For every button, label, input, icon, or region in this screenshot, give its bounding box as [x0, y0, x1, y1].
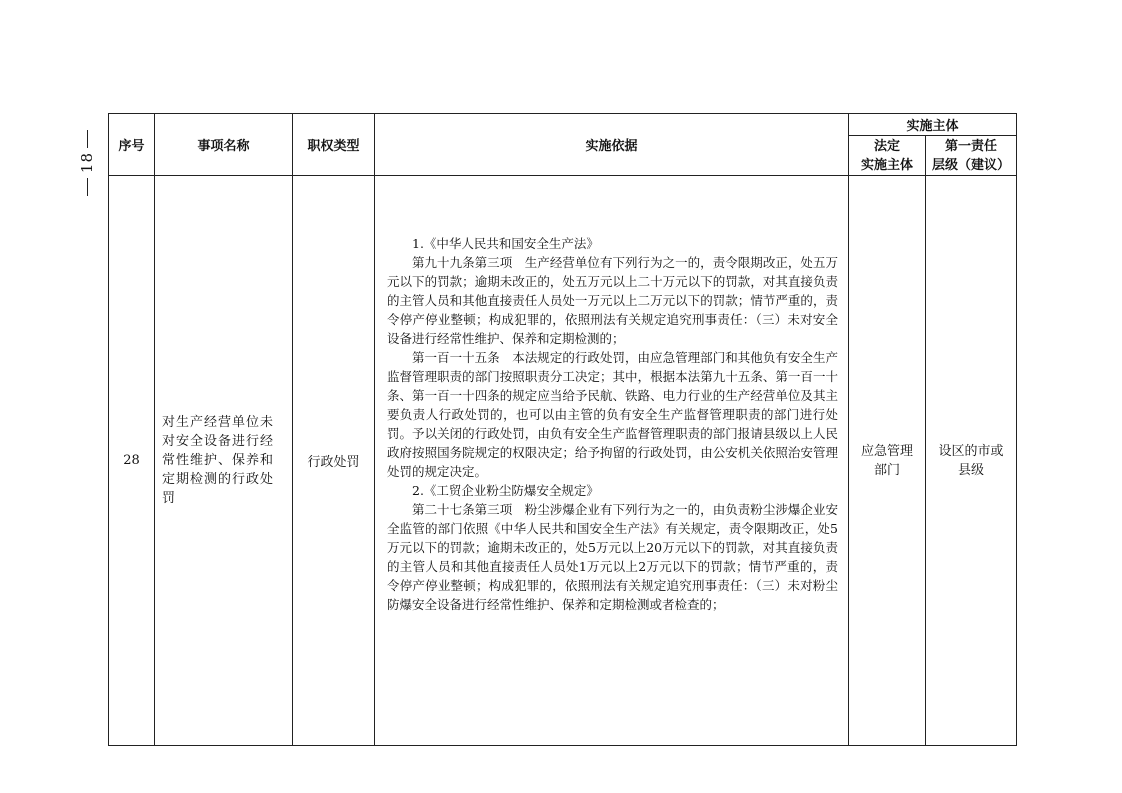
header-first-resp-level: 第一责任 层级（建议）: [926, 136, 1017, 176]
basis-paragraph: 第二十七条第三项 粉尘涉爆企业有下列行为之一的，由负责粉尘涉爆企业安全监管的部门依照《中华人民共和国安全生产法》有关规定，责令限期改正，处5万元以下的罚款；逾期未改正的，处5万元以上20万元以下的罚款，对其直接负责的主管人员和其他直接责任人员处1万元以上2万元以下的罚款；情节严重的，责令停产停业整顿；构成犯罪的，依照刑法有关规定追究刑事责任：（三）未对粉尘防爆安全设备进行经常性维护、保养和定期检测或者检查的；: [387, 502, 838, 612]
row-item-name: 对生产经营单位未对安全设备进行经常性维护、保养和定期检测的行政处罚: [155, 176, 293, 746]
basis-paragraph: 1.《中华人民共和国安全生产法》: [412, 236, 599, 251]
page-number-text: 18: [78, 152, 96, 174]
row-seq: 28: [109, 176, 155, 746]
header-power-type: 职权类型: [293, 114, 375, 176]
page-number-dash-top: [87, 130, 88, 148]
row-legal-subject: 应急管理 部门: [849, 176, 926, 746]
header-basis: 实施依据: [375, 114, 849, 176]
header-subject-group: 实施主体: [849, 114, 1017, 136]
page-number: [72, 118, 102, 208]
header-seq: 序号: [109, 114, 155, 176]
row-basis: [375, 176, 849, 746]
header-legal-subject: 法定 实施主体: [849, 136, 926, 176]
row-first-resp-level: 设区的市或 县级: [926, 176, 1017, 746]
row-power-type: 行政处罚: [293, 176, 375, 746]
header-item-name: 事项名称: [155, 114, 293, 176]
basis-paragraph: 第九十九条第三项 生产经营单位有下列行为之一的，责令限期改正，处五万元以下的罚款；逾期未改正的，处五万元以上二十万元以下的罚款，对其直接负责的主管人员和其他直接责任人员处一万元以上二万元以下的罚款；情节严重的，责令停产停业整顿；构成犯罪的，依照刑法有关规定追究刑事责任：（三）未对安全设备进行经常性维护、保养和定期检测的；: [387, 255, 838, 346]
page-number-dash-bottom: [87, 178, 88, 196]
basis-paragraph: 2.《工贸企业粉尘防爆安全规定》: [412, 483, 599, 498]
enforcement-table: [108, 113, 1017, 746]
basis-paragraph: 第一百一十五条 本法规定的行政处罚，由应急管理部门和其他负有安全生产监督管理职责的部门按照职责分工决定；其中，根据本法第九十五条、第一百一十条、第一百一十四条的规定应当给予民航、铁路、电力行业的生产经营单位及其主要负责人行政处罚的，也可以由主管的负有安全生产监督管理职责的部门进行处罚。予以关闭的行政处罚，由负有安全生产监督管理职责的部门报请县级以上人民政府按照国务院规定的权限决定；给予拘留的行政处罚，由公安机关依照治安管理处罚的规定决定。: [387, 350, 838, 479]
table-row: [109, 176, 1017, 746]
